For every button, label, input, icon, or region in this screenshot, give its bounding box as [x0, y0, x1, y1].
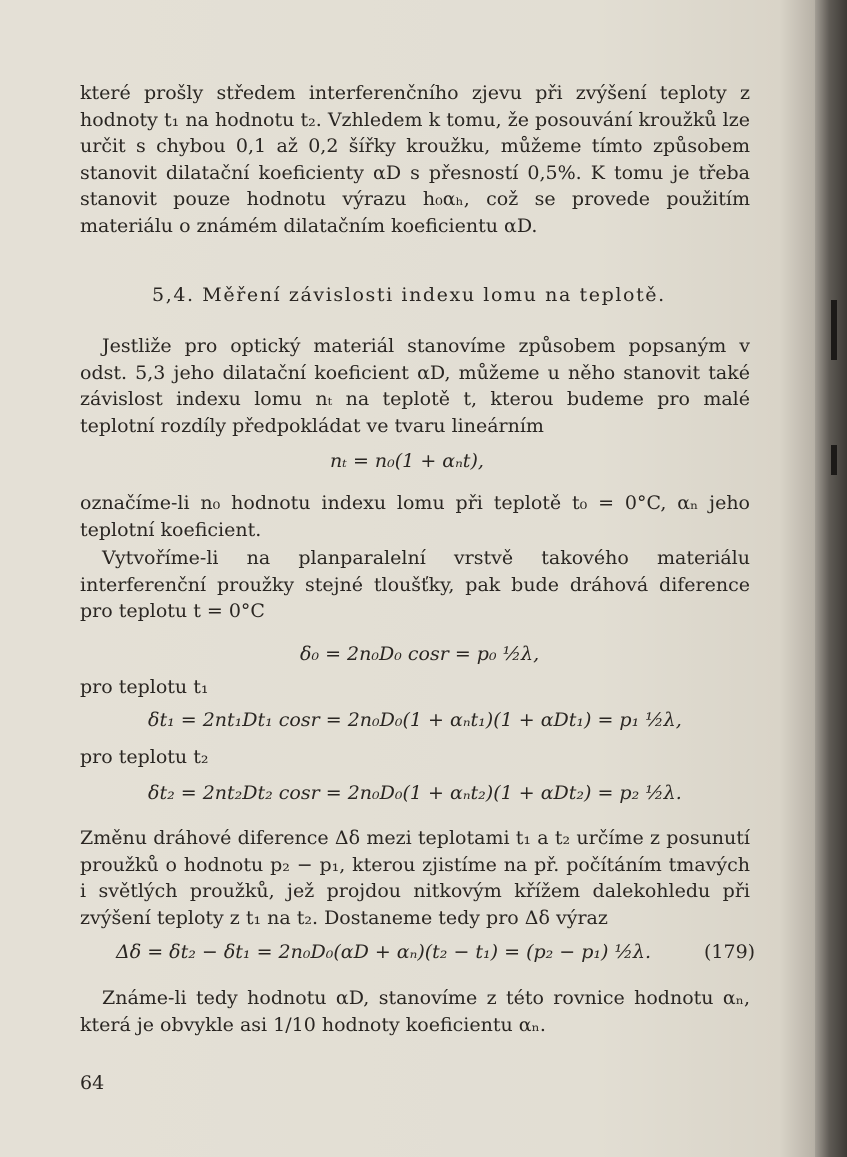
- equation-linear-index: nₜ = n₀(1 + αₙt),: [330, 450, 484, 472]
- paragraph-3: označíme-li n₀ hodnotu indexu lomu při teplotě t₀ = 0°C, αₙ jeho teplotní koeficient.: [80, 492, 750, 541]
- equation-number: (179): [704, 941, 756, 963]
- paragraph-6: Známe-li tedy hodnotu αD, stanovíme z této rovnice hodnotu αₙ, která je obvykle asi 1/10 hodnoty koeficientu αₙ.: [80, 987, 750, 1036]
- equation-delta-0: δ₀ = 2n₀D₀ cosr = p₀ ½λ,: [300, 643, 540, 665]
- page-edge-shadow: [815, 0, 847, 1157]
- equation-179: Δδ = δt₂ − δt₁ = 2n₀D₀(αD + αₙ)(t₂ − t₁) = (p₂ − p₁) ½λ.: [116, 941, 651, 963]
- section-heading: 5,4. Měření závislosti indexu lomu na teplotě.: [152, 284, 666, 306]
- binding-mark: [831, 445, 837, 475]
- equation-delta-t1: δt₁ = 2nt₁Dt₁ cosr = 2n₀D₀(1 + αₙt₁)(1 + αDt₁) = p₁ ½λ,: [148, 709, 682, 731]
- paragraph-2: Jestliže pro optický materiál stanovíme způsobem popsaným v odst. 5,3 jeho dilatační koeficient αD, můžeme u něho stanovit také závislost indexu lomu nₜ na teplotě t, kterou budeme pro malé teplotní rozdíly předpokládat ve tvaru lineárním: [80, 335, 750, 437]
- paragraph-4: Vytvoříme-li na planparalelní vrstvě takového materiálu interferenční proužky stejné tloušťky, pak bude dráhová diference pro teplotu t = 0°C: [80, 547, 750, 622]
- binding-mark: [831, 300, 837, 360]
- equation-delta-t2: δt₂ = 2nt₂Dt₂ cosr = 2n₀D₀(1 + αₙt₂)(1 + αDt₂) = p₂ ½λ.: [148, 782, 682, 804]
- paragraph-1: které prošly středem interferenčního zjevu při zvýšení teploty z hodnoty t₁ na hodnotu t₂. Vzhledem k tomu, že posouvání kroužků lze určit s chybou 0,1 až 0,2 šířky kroužku, můžeme tímto způsobem stanovit dilatační koeficienty αD s přesností 0,5%. K tomu je třeba stanovit pouze hodnotu výrazu h₀αₕ, což se provede použitím materiálu o známém dilatačním koeficientu αD.: [80, 82, 750, 237]
- label-temperature-t1: pro teplotu t₁: [80, 676, 209, 698]
- paragraph-5: Změnu dráhové diference Δδ mezi teplotami t₁ a t₂ určíme z posunutí proužků o hodnotu p₂ − p₁, kterou zjistíme na př. počítáním tmavých i světlých proužků, jež projdou nitkovým křížem dalekohledu při zvýšení teploty z t₁ na t₂. Dostaneme tedy pro Δδ výraz: [80, 827, 750, 929]
- page-number: 64: [80, 1072, 105, 1094]
- label-temperature-t2: pro teplotu t₂: [80, 746, 209, 768]
